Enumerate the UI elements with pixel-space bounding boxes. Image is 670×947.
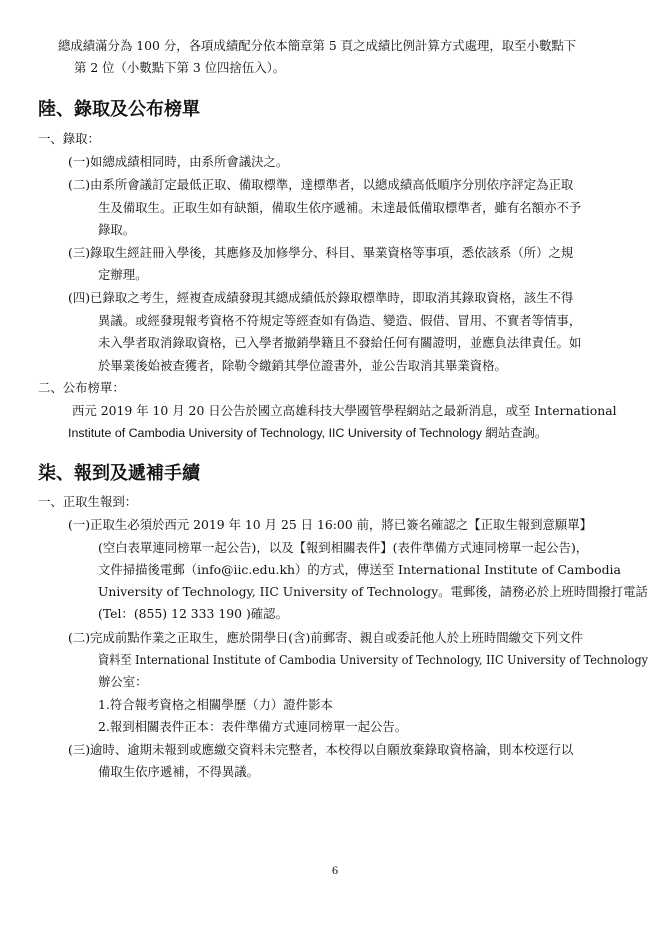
- admission-item-3-line-2: 定辦理。: [98, 267, 148, 282]
- section-6-sub-2: 二、公布榜單：: [38, 380, 125, 395]
- intro-line-1: 總成績滿分為 100 分，各項成績配分依本簡章第 5 頁之成績比例計算方式處理，取至小數點下: [58, 38, 577, 53]
- admission-item-3-line-1: (三)錄取生經註冊入學後，其應修及加修學分、科目、畢業資格等事項，悉依該系（所）之規: [68, 245, 574, 260]
- report-item-1-line-4: University of Technology, IIC University of Technology。電郵後，請務必於上班時間撥打電話: [98, 584, 648, 599]
- report-item-2-line-1: (二)完成前點作業之正取生，應於開學日(含)前郵寄、親自或委託他人於上班時間繳交下列文件: [68, 630, 583, 645]
- report-item-1-line-5: (Tel：(855) 12 333 190 )確認。: [98, 606, 288, 621]
- report-item-1-line-3: 文件掃描後電郵（info@iic.edu.kh）的方式，傳送至 International Institute of Cambodia: [98, 562, 621, 577]
- admission-item-4-line-3: 未入學者取消錄取資格，已入學者撤銷學籍且不發給任何有關證明，並應負法律責任。如: [98, 335, 582, 350]
- section-6-sub-1: 一、錄取：: [38, 131, 100, 146]
- report-item-1-line-2: (空白表單連同榜單一起公告)，以及【報到相關表件】(表件準備方式連同榜單一起公告)，: [98, 540, 589, 555]
- report-item-2-line-3: 辦公室：: [98, 674, 148, 689]
- admission-item-4-line-2: 異議。或經發現報考資格不符規定等經查如有偽造、變造、假借、冒用、不實者等情事，: [98, 313, 582, 328]
- section-6-heading: 陸、錄取及公布榜單: [38, 99, 200, 120]
- page-number: 6: [332, 863, 338, 877]
- document-list-item-1: 1.符合報考資格之相關學歷（力）證件影本: [98, 697, 333, 712]
- document-list-item-2: 2.報到相關表件正本：表件準備方式連同榜單一起公告。: [98, 719, 408, 734]
- report-item-1-line-1: (一)正取生必須於西元 2019 年 10 月 25 日 16:00 前，將已簽名確認之【正取生報到意願單】: [68, 517, 593, 532]
- announce-line-1: 西元 2019 年 10 月 20 日公告於國立高雄科技大學國管學程網站之最新消息，或至 International: [72, 403, 617, 418]
- report-item-3-line-1: (三)逾時、逾期未報到或應繳交資料未完整者，本校得以自願放棄錄取資格論，則本校逕行以: [68, 742, 574, 757]
- section-7-sub-1: 一、正取生報到：: [38, 494, 138, 509]
- section-7-heading: 柒、報到及遞補手續: [38, 463, 200, 484]
- admission-item-2-line-2: 生及備取生。正取生如有缺額，備取生依序遞補。未達最低備取標準者，雖有名額亦不予: [98, 200, 582, 215]
- intro-line-2: 第 2 位（小數點下第 3 位四捨伍入）。: [74, 60, 286, 75]
- report-item-3-line-2: 備取生依序遞補，不得異議。: [98, 764, 260, 779]
- admission-item-1: (一)如總成績相同時，由系所會議決之。: [68, 154, 289, 169]
- admission-item-4-line-1: (四)已錄取之考生，經複查成績發現其總成績低於錄取標準時，即取消其錄取資格，該生不得: [68, 290, 574, 305]
- admission-item-4-line-4: 於畢業後始被查獲者，除勒令繳銷其學位證書外，並公告取消其畢業資格。: [98, 358, 507, 373]
- announce-line-2: Institute of Cambodia University of Technology, IIC University of Technology 網站查詢。: [68, 426, 548, 440]
- admission-item-2-line-3: 錄取。: [98, 222, 136, 237]
- report-item-2-line-2: 資料至 International Institute of Cambodia University of Technology, IIC University of Technology: [98, 652, 648, 667]
- admission-item-2-line-1: (二)由系所會議訂定最低正取、備取標準，達標準者，以總成績高低順序分別依序評定為正取: [68, 177, 574, 192]
